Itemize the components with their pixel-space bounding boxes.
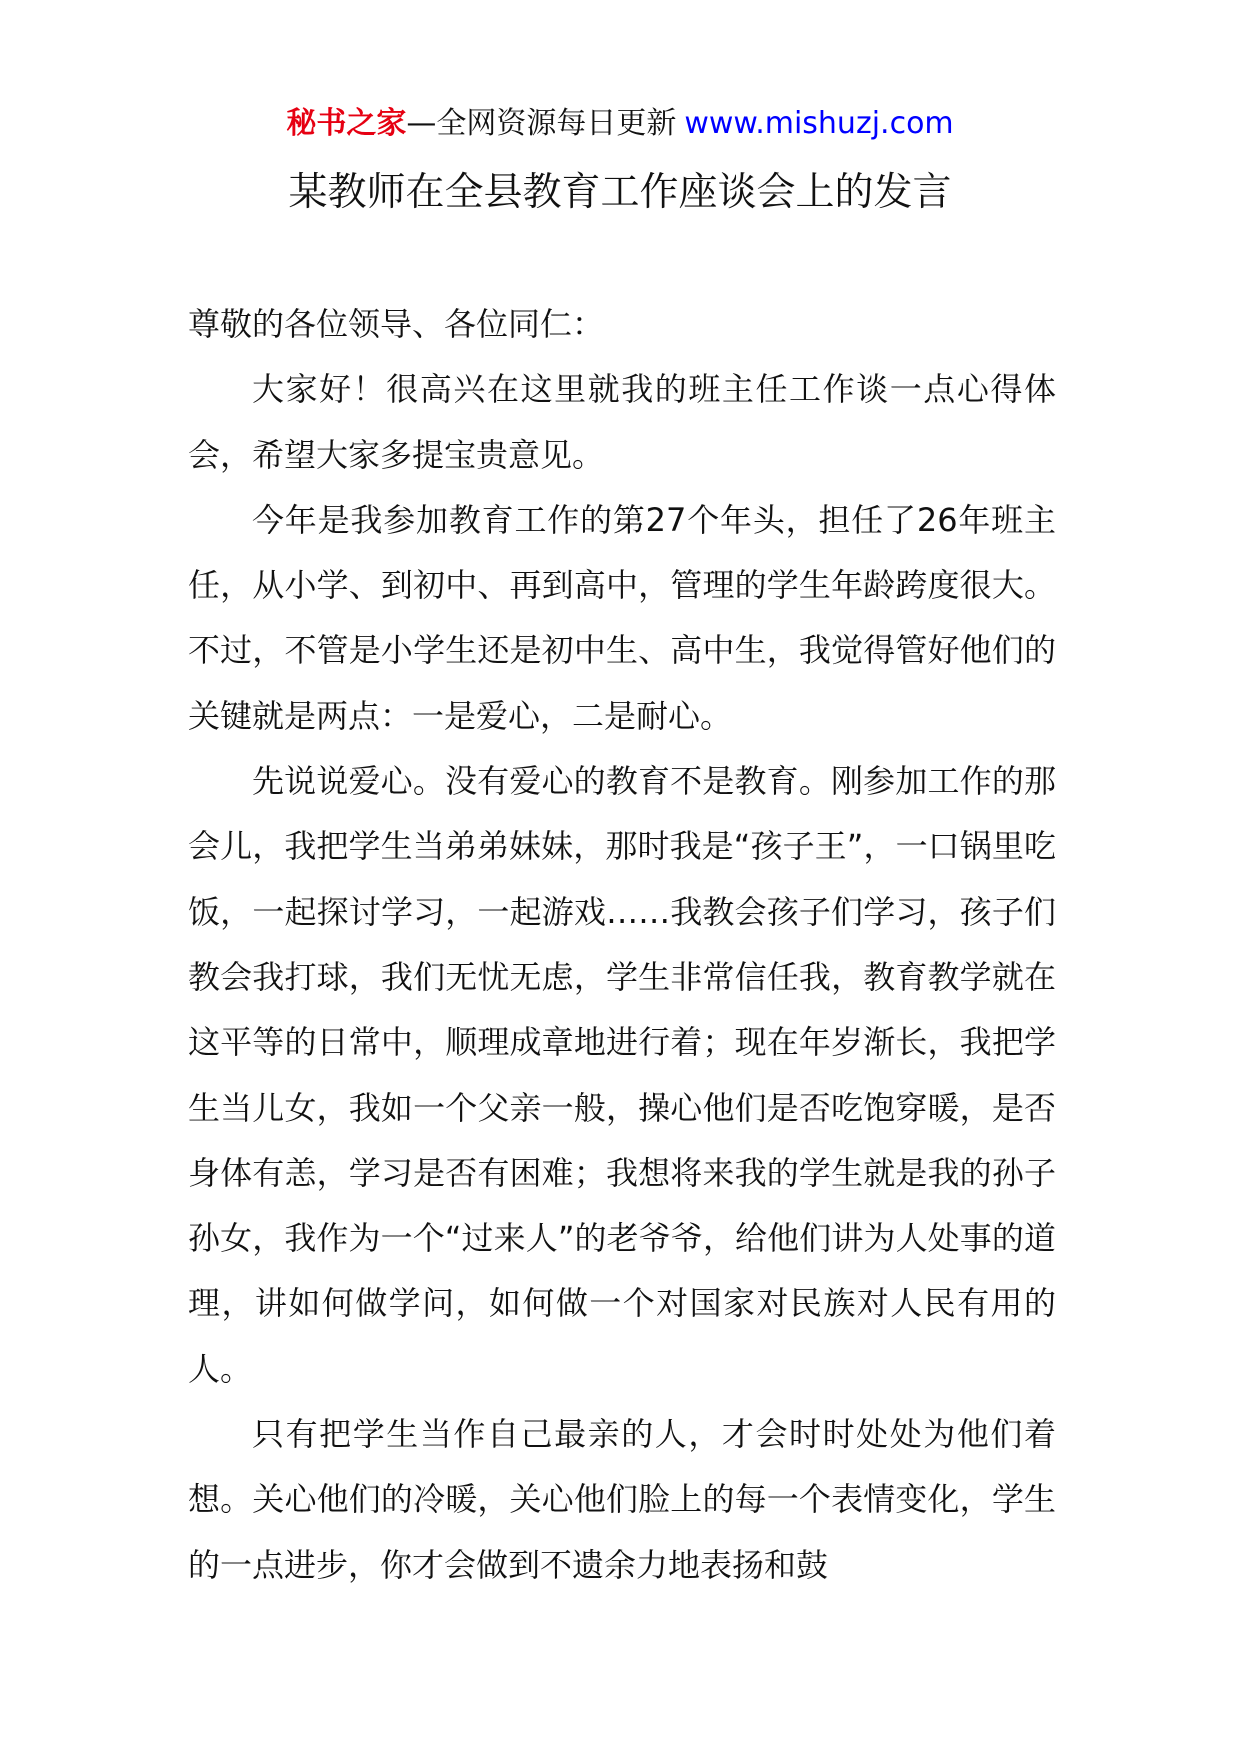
- paragraph-4: 只有把学生当作自己最亲的人，才会时时处处为他们着想。关心他们的冷暖，关心他们脸上的每一个表情变化，学生的一点进步，你才会做到不遗余力地表扬和鼓: [188, 1415, 1056, 1584]
- document-title: 某教师在全县教育工作座谈会上的发言: [288, 170, 952, 215]
- document-body: [188, 292, 1056, 1598]
- paragraph-1: 大家好！很高兴在这里就我的班主任工作谈一点心得体会，希望大家多提宝贵意见。: [188, 370, 1056, 474]
- brand-name: 秘书之家: [286, 106, 407, 141]
- paragraph-2: 今年是我参加教育工作的第27个年头，担任了26年班主任，从小学、到初中、再到高中，管理的学生年龄跨度很大。不过，不管是小学生还是初中生、高中生，我觉得管好他们的关键就是两点：一是爱心，二是耐心。: [188, 500, 1056, 735]
- site-header: [0, 104, 1240, 144]
- salutation: 尊敬的各位领导、各位同仁：: [188, 305, 605, 343]
- site-tagline: —全网资源每日更新: [406, 106, 677, 141]
- site-url-link[interactable]: www.mishuzj.com: [684, 106, 954, 141]
- paragraph-3: 先说说爱心。没有爱心的教育不是教育。刚参加工作的那会儿，我把学生当弟弟妹妹，那时我是“孩子王”，一口锅里吃饭，一起探讨学习，一起游戏……我教会孩子们学习，孩子们教会我打球，我们无忧无虑，学生非常信任我，教育教学就在这平等的日常中，顺理成章地进行着；现在年岁渐长，我把学生当儿女，我如一个父亲一般，操心他们是否吃饱穿暖，是否身体有恙，学习是否有困难；我想将来我的学生就是我的孙子孙女，我作为一个“过来人”的老爷爷，给他们讲为人处事的道理，讲如何做学问，如何做一个对国家对民族对人民有用的人。: [188, 762, 1056, 1388]
